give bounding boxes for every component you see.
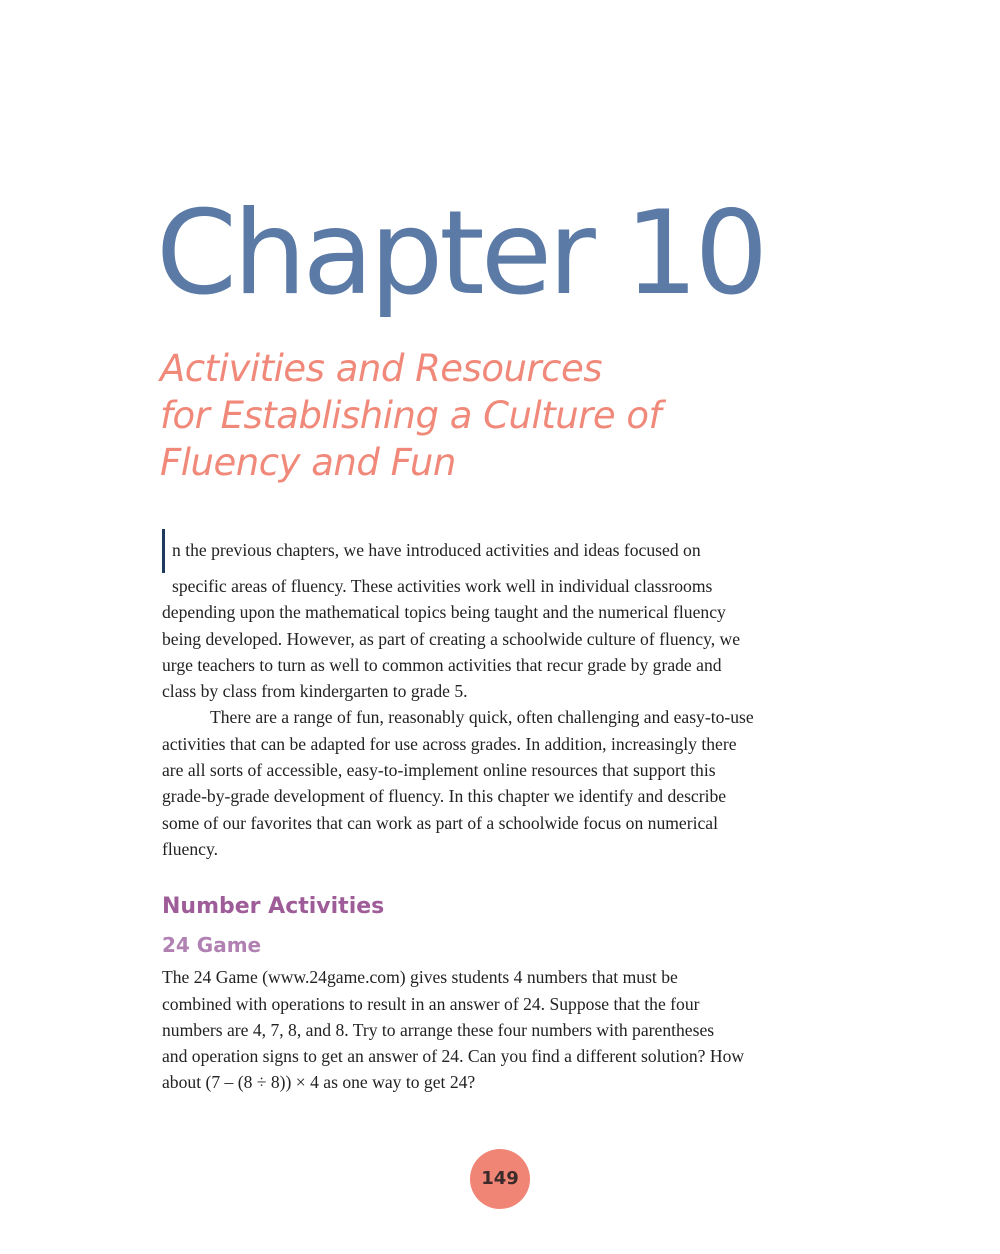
text-line: grade-by-grade development of fluency. In this chapter we identify and describe	[162, 786, 727, 807]
page-number-badge: 149	[470, 1149, 530, 1209]
chapter-subtitle-line: Activities and Resources	[160, 347, 603, 390]
drop-cap-bar	[162, 529, 165, 573]
intro-paragraph-2	[162, 704, 852, 862]
text-line: combined with operations to result in an answer of 24. Suppose that the four	[162, 993, 700, 1014]
text-line: activities that can be adapted for use across grades. In addition, increasingly there	[162, 733, 737, 754]
text-line: depending upon the mathematical topics being taught and the numerical fluency	[162, 602, 726, 623]
section-heading: Number Activities	[162, 894, 385, 920]
text-line: fluency.	[162, 838, 219, 859]
body-text	[162, 537, 852, 1096]
text-line: class by class from kindergarten to grade 5.	[162, 681, 468, 702]
chapter-subtitle-line: Fluency and Fun	[160, 441, 456, 484]
text-line: n the previous chapters, we have introduced activities and ideas focused on	[172, 540, 701, 560]
chapter-title: Chapter 10	[156, 186, 765, 321]
text-line: numbers are 4, 7, 8, and 8. Try to arrange these four numbers with parentheses	[162, 1019, 715, 1040]
chapter-subtitle	[160, 345, 780, 486]
chapter-subtitle-line: for Establishing a Culture of	[160, 394, 662, 437]
text-line: specific areas of fluency. These activities work well in individual classrooms	[172, 576, 713, 596]
text-line: are all sorts of accessible, easy-to-implement online resources that support this	[162, 760, 716, 781]
text-line: urge teachers to turn as well to common activities that recur grade by grade and	[162, 654, 722, 675]
intro-paragraph-1	[162, 537, 852, 704]
text-line: being developed. However, as part of creating a schoolwide culture of fluency, we	[162, 628, 741, 649]
text-line: There are a range of fun, reasonably quick, often challenging and easy-to-use	[210, 707, 754, 728]
text-line: and operation signs to get an answer of 24. Can you find a different solution? How	[162, 1046, 745, 1067]
text-line: about (7 – (8 ÷ 8)) × 4 as one way to get 24?	[162, 1072, 476, 1093]
game-paragraph	[162, 964, 852, 1095]
subsection-heading: 24 Game	[162, 933, 262, 958]
text-line: The 24 Game (www.24game.com) gives students 4 numbers that must be	[162, 967, 678, 988]
text-line: some of our favorites that can work as part of a schoolwide focus on numerical	[162, 812, 718, 833]
